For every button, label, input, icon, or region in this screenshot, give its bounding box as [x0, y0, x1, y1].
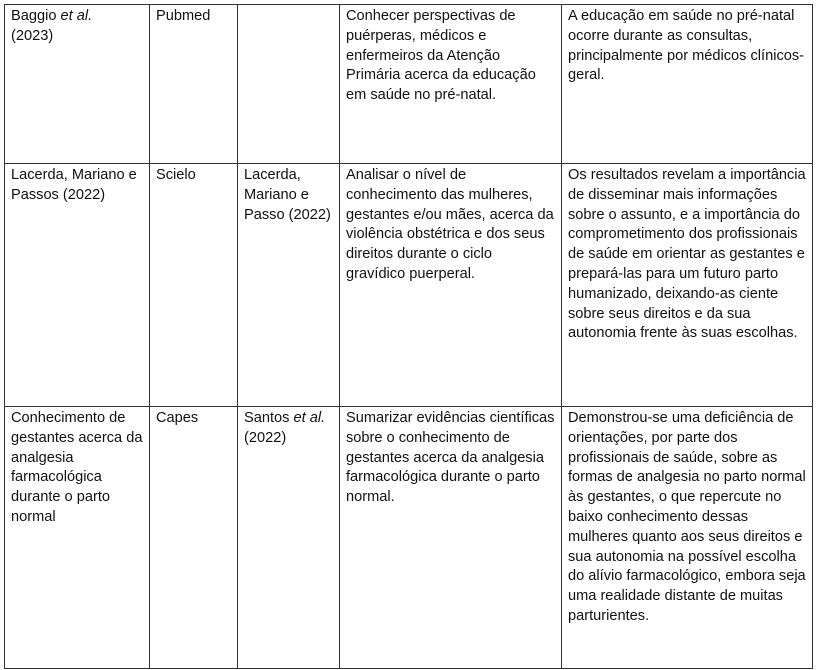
objective-cell	[340, 407, 562, 669]
results-text: A educação em saúde no pré-natal ocorre durante as consultas, principalmente por médicos clínicos-geral.	[568, 8, 805, 84]
title-text: Lacerda, Mariano e Passos (2022)	[11, 167, 137, 203]
author-italic: et al.	[293, 410, 326, 426]
table-row	[5, 407, 813, 669]
results-cell	[562, 407, 813, 669]
database-text: Capes	[156, 410, 199, 426]
database-text: Pubmed	[156, 8, 211, 24]
author-cell	[238, 407, 340, 669]
author-year: (2022)	[244, 429, 287, 446]
objective-text: Analisar o nível de conhecimento das mulheres, gestantes e/ou mães, acerca da violência obstétrica e dos seus direitos durante o ciclo gravídico puerperal.	[346, 167, 554, 282]
results-text: Demonstrou-se uma deficiência de orientações, por parte dos profissionais de saúde, sobre as formas de analgesia no parto normal às gestantes, o que repercute no baixo conhecimento dessas mulheres quanto aos seus direitos e sua autonomia na possível escolha do alívio farmacológico, embora seja uma realidade distante de muitas parturientes.	[568, 410, 806, 624]
results-text: Os resultados revelam a importância de disseminar mais informações sobre o assunto, e a importância do comprometimento dos profissionais de saúde em orientar as gestantes e prepará-las para um futuro parto humanizado, deixando-as ciente sobre seus direitos e da sua autonomia frente às suas escolhas.	[568, 167, 806, 342]
database-cell	[150, 407, 238, 669]
results-cell	[562, 164, 813, 407]
studies-table	[4, 4, 813, 669]
title-cell	[5, 5, 150, 164]
author-cell	[238, 5, 340, 164]
objective-text: Sumarizar evidências científicas sobre o conhecimento de gestantes acerca da analgesia farmacológica durante o parto normal.	[346, 410, 555, 506]
author-text: Santos	[244, 410, 294, 426]
results-cell	[562, 5, 813, 164]
title-text: Baggio	[11, 8, 61, 24]
table-row	[5, 164, 813, 407]
title-year: (2023)	[11, 27, 54, 44]
database-cell	[150, 5, 238, 164]
title-text: Conhecimento de gestantes acerca da analgesia farmacológica durante o parto normal	[11, 410, 143, 525]
database-text: Scielo	[156, 167, 196, 183]
objective-cell	[340, 164, 562, 407]
table-row	[5, 5, 813, 164]
database-cell	[150, 164, 238, 407]
title-italic: et al.	[60, 8, 93, 24]
objective-text: Conhecer perspectivas de puérperas, médicos e enfermeiros da Atenção Primária acerca da educação em saúde no pré-natal.	[346, 8, 536, 104]
title-cell	[5, 164, 150, 407]
author-text: Lacerda, Mariano e Passo (2022)	[244, 167, 331, 223]
author-cell	[238, 164, 340, 407]
objective-cell	[340, 5, 562, 164]
title-cell	[5, 407, 150, 669]
